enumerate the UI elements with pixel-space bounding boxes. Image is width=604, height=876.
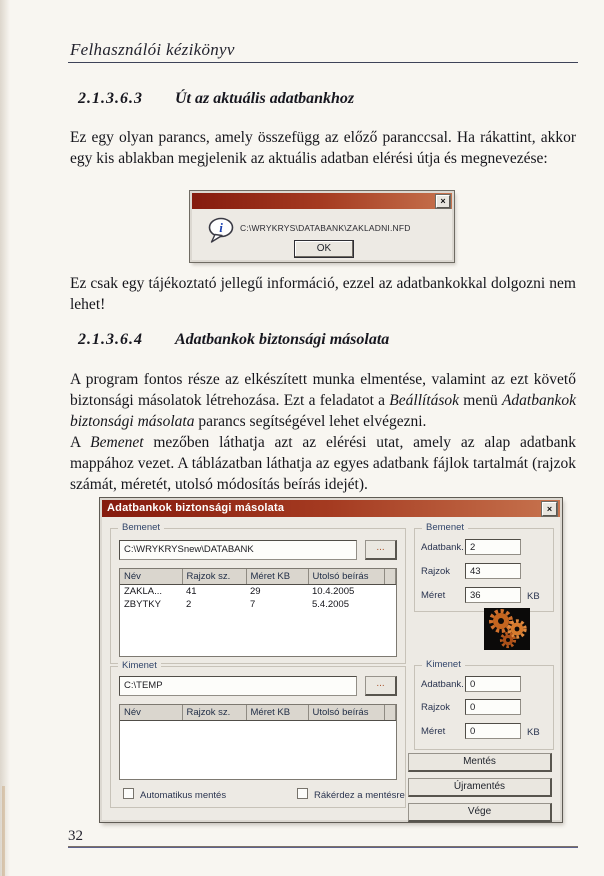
cell-name[interactable]: ZBYTKY — [124, 599, 161, 610]
col-lastwrite[interactable]: Utolsó beírás — [308, 569, 384, 585]
paragraph-4 — [70, 432, 576, 495]
drawings-count-field[interactable]: 0 — [465, 699, 521, 715]
table-header-row[interactable] — [120, 569, 396, 585]
footer-rule — [68, 846, 578, 848]
input-stats-label: Bemenet — [422, 522, 468, 533]
page-number: 32 — [68, 828, 83, 844]
kb-suffix: KB — [527, 591, 540, 602]
paragraph-3-text: menü — [459, 392, 502, 409]
col-drawings[interactable]: Rajzok sz. — [182, 705, 246, 721]
close-icon[interactable]: × — [542, 502, 557, 516]
dialog-title: Adatbankok biztonsági másolata — [107, 502, 285, 514]
input-browse-button[interactable]: ... — [365, 540, 397, 560]
databank-count-label: Adatbank. — [421, 679, 464, 690]
output-browse-button[interactable]: ... — [365, 676, 397, 696]
cell-lastwrite[interactable]: 10.4.2005 — [312, 586, 355, 597]
col-extra[interactable] — [384, 705, 396, 721]
section-number: 2.1.3.6.3 — [78, 90, 143, 107]
input-file-table[interactable] — [119, 568, 397, 657]
checkbox-label: Automatikus mentés — [140, 790, 227, 801]
page-scan-edge — [0, 0, 10, 876]
col-name[interactable]: Név — [120, 705, 182, 721]
output-stats-group — [414, 659, 554, 750]
checkbox-icon[interactable] — [123, 788, 134, 799]
col-name[interactable]: Név — [120, 569, 182, 585]
size-field[interactable]: 36 — [465, 587, 521, 603]
kb-suffix: KB — [527, 727, 540, 738]
resave-button[interactable]: Újramentés — [408, 778, 552, 797]
page-scan-corner — [2, 786, 5, 876]
section-heading-1 — [78, 90, 354, 108]
paragraph-2: Ez csak egy tájékoztató jellegű információ, ezzel az adatbankokkal dolgozni nem lehet! — [70, 275, 576, 313]
message-box-titlebar[interactable] — [192, 193, 452, 209]
databank-path-text: C:\WRYKRYS\DATABANK\ZAKLADNI.NFD — [240, 223, 411, 233]
dialog-titlebar[interactable] — [102, 500, 560, 517]
size-label: Méret — [421, 726, 446, 737]
table-header-row[interactable] — [120, 705, 396, 721]
col-size[interactable]: Méret KB — [246, 569, 308, 585]
cell-drawings[interactable]: 2 — [186, 599, 192, 610]
cell-name[interactable]: ZAKLA... — [124, 586, 163, 597]
databank-count-field[interactable]: 2 — [465, 539, 521, 555]
output-group-label: Kimenet — [118, 660, 161, 671]
size-field[interactable]: 0 — [465, 723, 521, 739]
backup-dialog — [100, 498, 562, 822]
ask-before-save-checkbox[interactable] — [297, 788, 405, 801]
output-path-field[interactable]: C:\TEMP — [119, 676, 357, 696]
col-lastwrite[interactable]: Utolsó beírás — [308, 705, 384, 721]
section-title: Út az aktuális adatbankhoz — [175, 90, 355, 107]
drawings-count-label: Rajzok — [421, 702, 451, 713]
input-path-field[interactable]: C:\WRYKRYSnew\DATABANK — [119, 540, 357, 560]
close-dialog-button[interactable]: Vége — [408, 803, 552, 822]
input-group-label: Bemenet — [118, 522, 164, 533]
section-heading-2 — [78, 331, 389, 349]
paragraph-1: Ez egy olyan parancs, amely összefügg az előző paranccsal. Ha rákattint, akkor egy kis ablakban megjelenik az aktuális adatban elérési útja és megnevezése: — [70, 129, 576, 167]
input-stats-group — [414, 522, 554, 612]
info-balloon-icon — [206, 217, 234, 243]
paragraph-4-text: A — [70, 434, 91, 451]
checkbox-label: Rákérdez a mentésre — [314, 790, 405, 801]
drawings-count-field[interactable]: 43 — [465, 563, 521, 579]
save-button[interactable]: Mentés — [408, 753, 552, 772]
drawings-count-label: Rajzok — [421, 566, 451, 577]
running-header-title: Felhasználói kézikönyv — [70, 40, 235, 59]
menu-name-italic: Beállítások — [389, 392, 460, 409]
paragraph-3-text: A program fontos része az elkészített munka elmentése, valamint az ezt követő biztonsági másolatok létrehozása. Ezt a feladatot a — [70, 371, 576, 409]
paragraph-4-text: mezőben láthatja azt az elérési utat, amely az alap adatbank mappához vezet. A táblázatban láthatja az egyes adatbank fájlok tartalmát (rajzok számát, méretét, utolsó módosítás beírás idejét). — [70, 434, 576, 493]
info-message-box — [190, 191, 454, 262]
checkbox-icon[interactable] — [297, 788, 308, 799]
databank-count-label: Adatbank. — [421, 542, 464, 553]
cell-size[interactable]: 29 — [250, 586, 261, 597]
gears-icon — [484, 608, 530, 650]
close-icon[interactable]: × — [436, 195, 450, 208]
input-group — [110, 522, 406, 664]
databank-count-field[interactable]: 0 — [465, 676, 521, 692]
paragraph-3-text: parancs segítségével lehet elvégezni. — [194, 413, 427, 430]
output-stats-label: Kimenet — [422, 659, 465, 670]
size-label: Méret — [421, 590, 446, 601]
table-row[interactable] — [120, 585, 396, 599]
section-title: Adatbankok biztonsági másolata — [175, 331, 390, 348]
paragraph-3 — [70, 369, 576, 432]
output-file-table[interactable] — [119, 704, 397, 780]
cell-size[interactable]: 7 — [250, 599, 256, 610]
col-extra[interactable] — [384, 569, 396, 585]
table-row[interactable] — [120, 598, 396, 611]
cell-drawings[interactable]: 41 — [186, 586, 197, 597]
ok-button[interactable]: OK — [294, 240, 354, 258]
svg-text:i: i — [219, 220, 223, 235]
output-group — [110, 660, 406, 808]
auto-save-checkbox[interactable] — [123, 788, 226, 801]
col-size[interactable]: Méret KB — [246, 705, 308, 721]
col-drawings[interactable]: Rajzok sz. — [182, 569, 246, 585]
command-name-italic: Adatbankok biztonsági másolata — [70, 392, 577, 430]
cell-lastwrite[interactable]: 5.4.2005 — [312, 599, 349, 610]
section-number: 2.1.3.6.4 — [78, 331, 143, 348]
field-name-italic: Bemenet — [90, 434, 144, 451]
header-rule — [68, 62, 578, 63]
